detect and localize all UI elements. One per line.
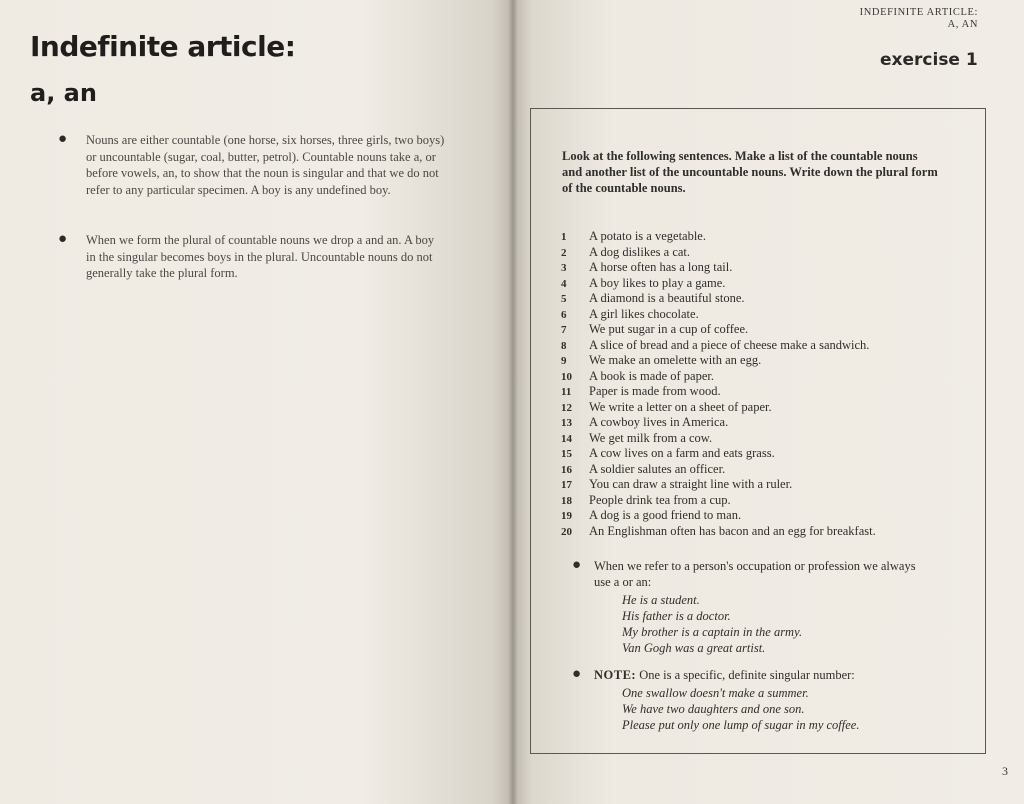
note-lead-text: One is a specific, definite singular number:: [639, 668, 855, 682]
note-lead: When we refer to a person's occupation or profession we always use a or an:: [594, 559, 916, 589]
sentence-item: [561, 508, 961, 524]
sentence-text: A potato is a vegetable.: [589, 229, 706, 243]
sentence-item: [561, 245, 961, 261]
one-note: [572, 667, 932, 733]
note-examples: [572, 592, 932, 656]
occupation-note: [572, 558, 932, 656]
sentence-number: 4: [561, 277, 567, 290]
sentence-item: [561, 307, 961, 323]
sentence-item: [561, 524, 961, 540]
sentence-text: A dog dislikes a cat.: [589, 244, 691, 259]
sentence-text: We put sugar in a cup of coffee.: [589, 322, 749, 336]
sentence-text: Paper is made from wood.: [589, 384, 721, 398]
sentence-number: 6: [561, 308, 567, 321]
example-sentence: One swallow doesn't make a summer.: [622, 686, 809, 700]
sentence-number: 20: [561, 525, 572, 538]
sentence-number: 2: [561, 246, 567, 259]
sentence-number: 19: [561, 510, 572, 522]
sentence-text: A soldier salutes an officer.: [589, 461, 726, 476]
sentence-number: 12: [561, 401, 572, 414]
bullet-text: Nouns are either countable (one horse, six horses, three girls, two boys) or uncountable (sugar, coal, butter, petrol). Countable nouns take a, or before vowels, an, to show that the noun is singular and that we do not refer to any particular specimen. A boy is any undefined boy.: [86, 133, 445, 197]
sentence-number: 1: [561, 231, 567, 243]
sentence-number: 17: [561, 479, 572, 491]
sentence-text: We make an omelette with an egg.: [589, 353, 762, 367]
sentence-item: [561, 384, 961, 400]
example-sentence: My brother is a captain in the army.: [622, 625, 803, 639]
explanation-bullet-2: [58, 231, 447, 282]
sentence-number: 18: [561, 494, 572, 507]
book-gutter: [508, 0, 518, 804]
example-sentence: We have two daughters and one son.: [622, 702, 805, 716]
sentence-text: A slice of bread and a piece of cheese make a sandwich.: [589, 337, 870, 352]
sentence-list: [561, 229, 961, 539]
running-head-line-2: A, AN: [947, 19, 978, 30]
sentence-text: A diamond is a beautiful stone.: [589, 291, 745, 305]
sentence-number: 7: [561, 324, 567, 336]
example-sentence: Van Gogh was a great artist.: [622, 641, 766, 655]
sentence-text: A dog is a good friend to man.: [589, 508, 742, 522]
sentence-text: A girl likes chocolate.: [589, 306, 699, 321]
sentence-item: [561, 260, 961, 276]
sentence-text: You can draw a straight line with a ruler.: [589, 477, 793, 491]
sentence-number: 9: [561, 355, 567, 367]
page-number: 3: [1002, 764, 1008, 778]
sentence-item: [561, 291, 961, 307]
bullet-dot-icon: ●: [572, 666, 582, 682]
sentence-number: 10: [561, 370, 572, 383]
note-label: NOTE:: [594, 668, 637, 682]
sentence-text: An Englishman often has bacon and an egg for breakfast.: [589, 523, 876, 538]
sentence-number: 13: [561, 417, 572, 429]
sentence-item: [561, 446, 961, 462]
sentence-text: A cow lives on a farm and eats grass.: [589, 446, 775, 460]
sentence-item: [561, 369, 961, 385]
sentence-item: [561, 462, 961, 478]
sentence-item: [561, 477, 961, 493]
exercise-instructions: Look at the following sentences. Make a list of the countable nouns and another list of the uncountable nouns. Write down the plural form of the countable nouns.: [562, 149, 938, 195]
sentence-number: 16: [561, 463, 572, 476]
sentence-item: [561, 415, 961, 431]
sentence-number: 3: [561, 262, 567, 274]
sentence-item: [561, 493, 961, 509]
running-head-line-1: INDEFINITE ARTICLE:: [859, 7, 978, 18]
sentence-number: 8: [561, 339, 567, 352]
sentence-item: [561, 400, 961, 416]
bullet-dot-icon: ●: [58, 231, 68, 247]
sentence-item: [561, 338, 961, 354]
sentence-number: 14: [561, 432, 572, 445]
exercise-label: exercise 1: [880, 50, 978, 70]
bullet-text: When we form the plural of countable nouns we drop a and an. A boy in the singular becomes boys in the plural. Uncountable nouns do not generally take the plural form.: [86, 233, 435, 280]
page-title: Indefinite article:: [30, 30, 296, 63]
sentence-item: [561, 431, 961, 447]
sentence-item: [561, 353, 961, 369]
note-examples: [572, 685, 932, 733]
sentence-text: We get milk from a cow.: [589, 430, 713, 445]
running-head: [860, 7, 978, 31]
sentence-text: A boy likes to play a game.: [589, 275, 726, 290]
sentence-item: [561, 276, 961, 292]
example-sentence: Please put only one lump of sugar in my coffee.: [622, 718, 860, 732]
sentence-text: A horse often has a long tail.: [589, 260, 733, 274]
sentence-number: 5: [561, 293, 567, 305]
sentence-text: A cowboy lives in America.: [589, 415, 729, 429]
example-sentence: His father is a doctor.: [622, 609, 731, 623]
sentence-item: [561, 322, 961, 338]
page-subtitle: a, an: [30, 79, 97, 107]
sentence-text: A book is made of paper.: [589, 368, 714, 383]
sentence-number: 15: [561, 448, 572, 460]
sentence-text: People drink tea from a cup.: [589, 492, 731, 507]
explanation-bullet-1: [58, 131, 447, 198]
bullet-dot-icon: ●: [572, 557, 582, 573]
sentence-text: We write a letter on a sheet of paper.: [589, 399, 772, 414]
sentence-item: [561, 229, 961, 245]
sentence-number: 11: [561, 386, 572, 398]
bullet-dot-icon: ●: [58, 131, 68, 147]
example-sentence: He is a student.: [622, 593, 700, 607]
note-lead: [594, 667, 932, 683]
